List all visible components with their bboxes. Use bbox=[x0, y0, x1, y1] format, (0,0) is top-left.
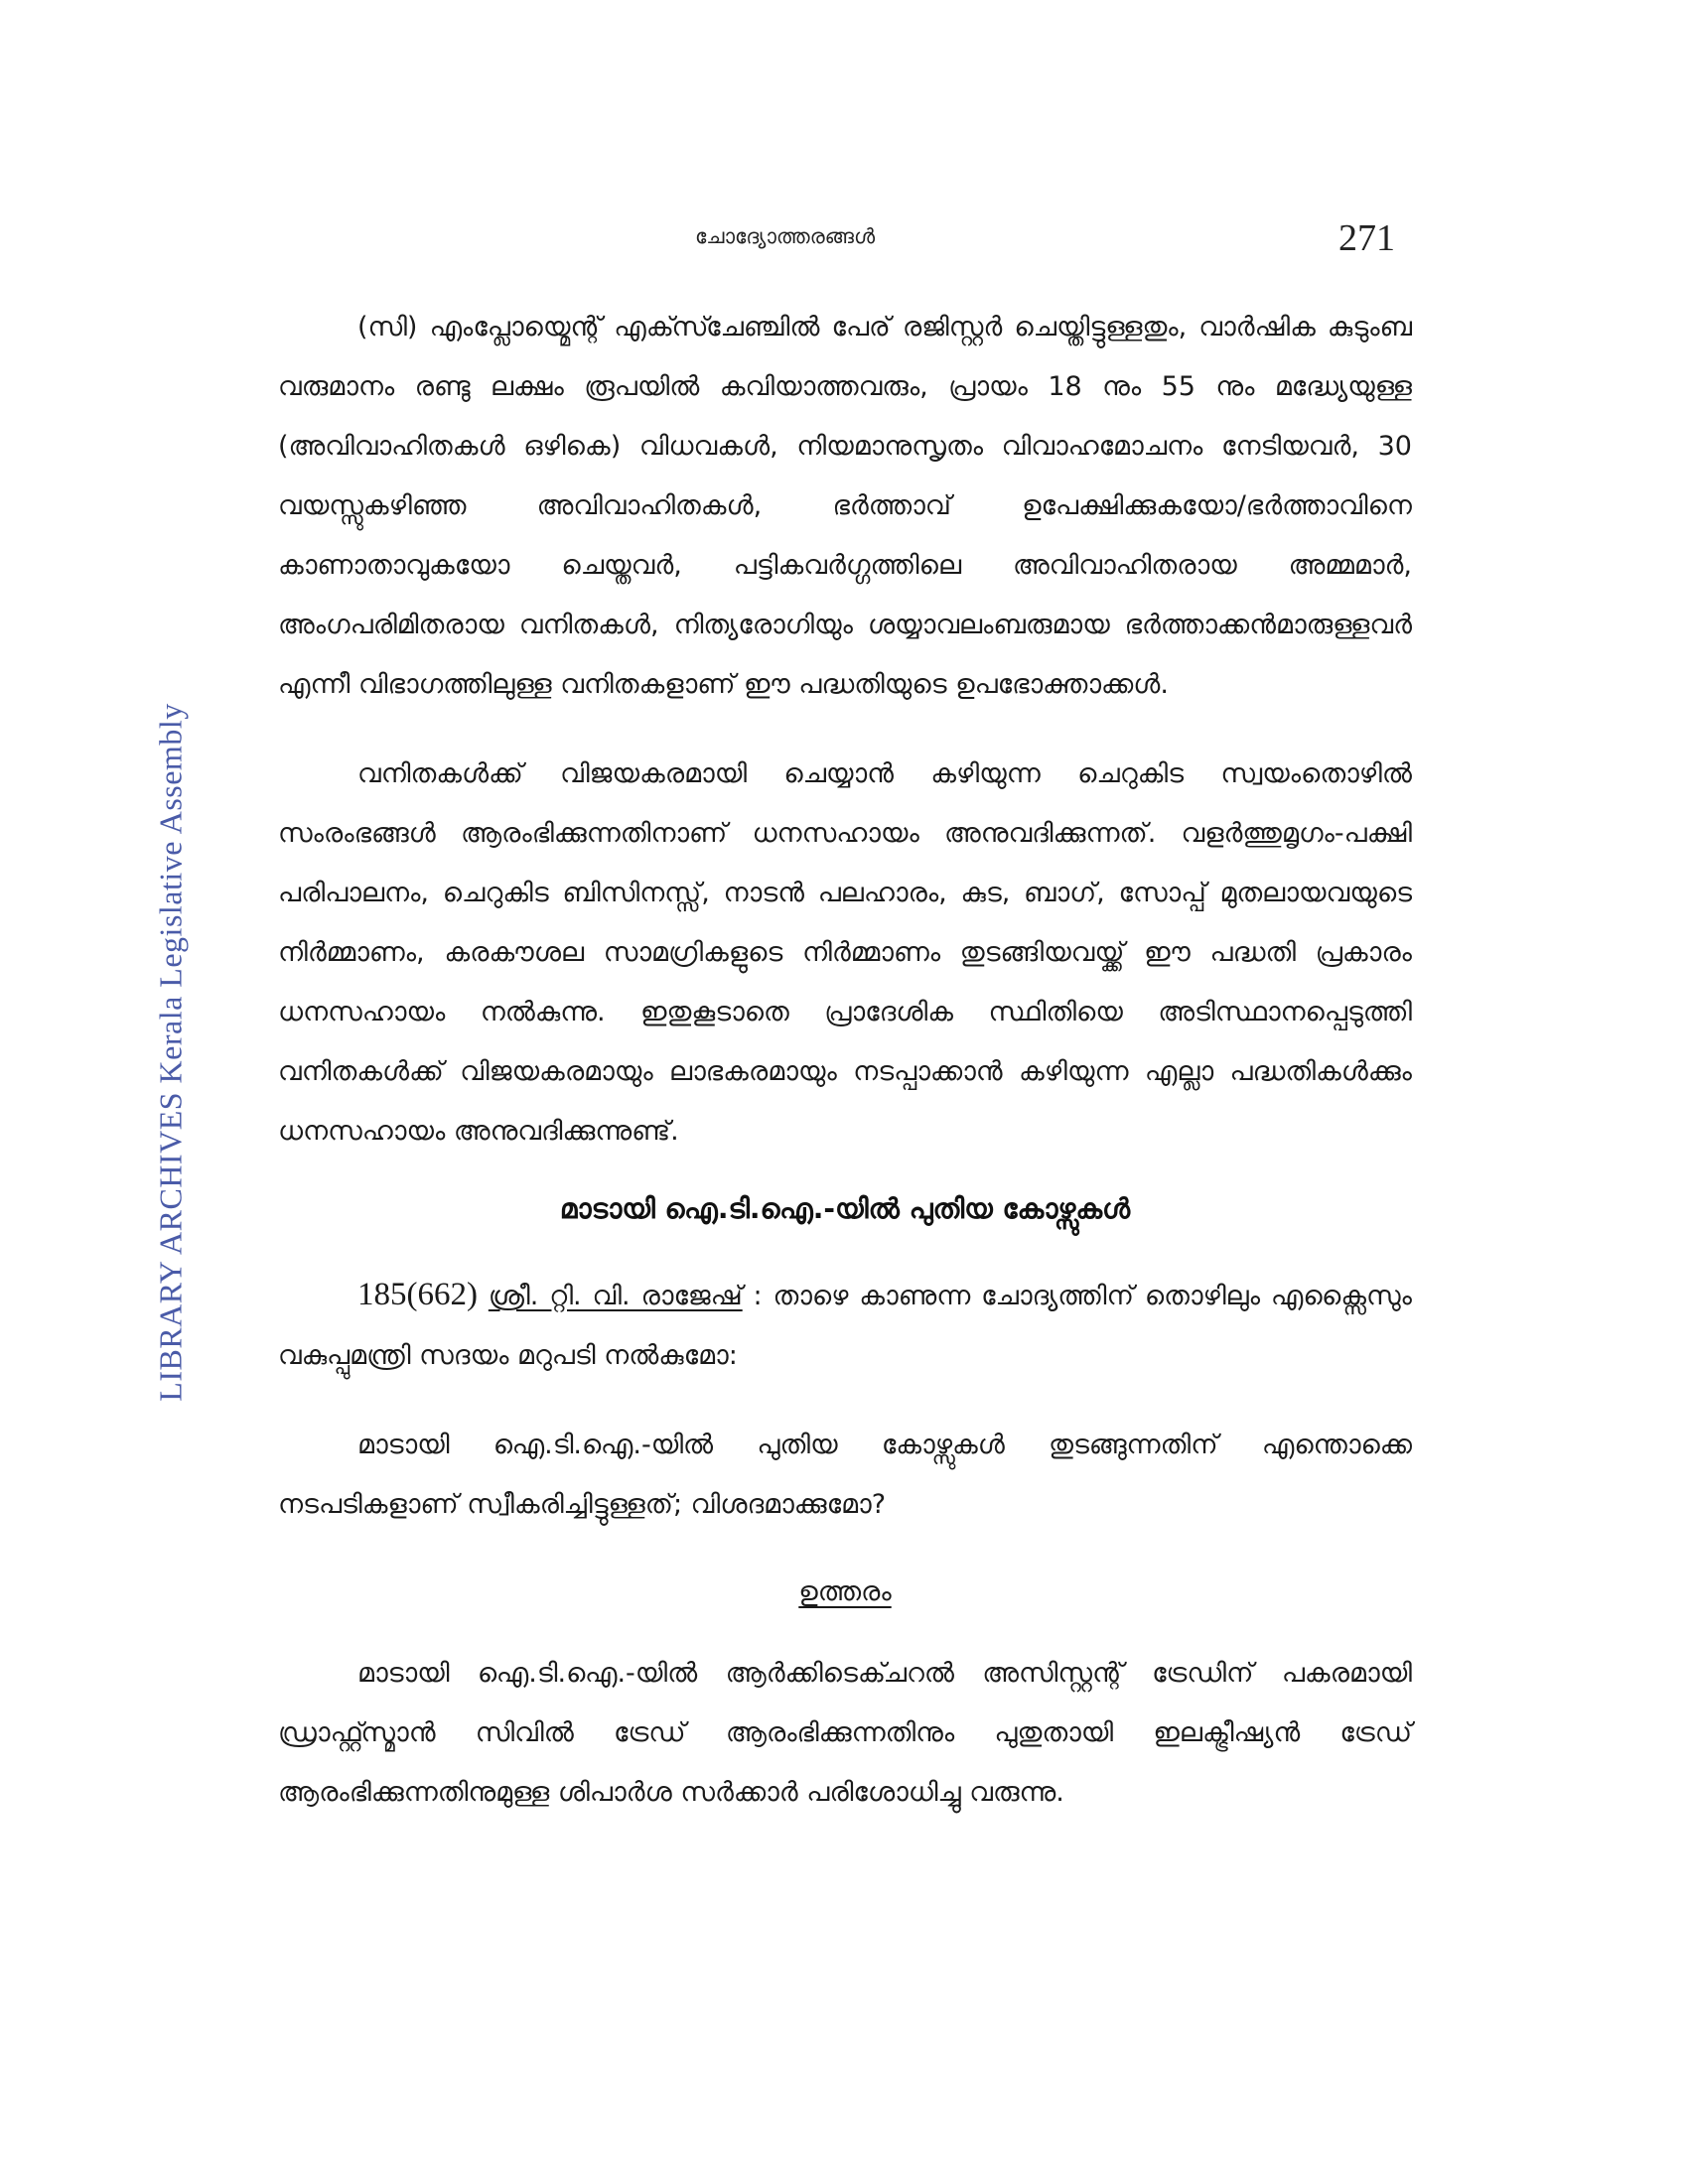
page-header bbox=[0, 216, 1688, 276]
question-text: മാടായി ഐ.ടി.ഐ.-യിൽ പുതിയ കോഴ്സുകൾ തുടങ്ങുന്നതിന് എന്തൊക്കെ നടപടികളാണ് സ്വീകരിച്ചിട്ടുള്ളത്; വിശദമാക്കുമോ? bbox=[278, 1430, 1412, 1520]
page-body bbox=[278, 298, 1412, 1823]
archive-watermark: LIBRARY ARCHIVES Kerala Legislative Assembly bbox=[152, 703, 189, 1402]
answer-heading-label: ഉത്തരം bbox=[798, 1576, 892, 1607]
member-name: ശ്രീ. റ്റി. വി. രാജേഷ് bbox=[488, 1281, 743, 1311]
question-intro-text: : താഴെ കാണുന്ന ചോദ്യത്തിന് തൊഴിലും എക്സൈസും വകുപ്പുമന്ത്രി സദയം മറുപടി നൽകുമോ: bbox=[278, 1281, 1412, 1371]
running-title: ചോദ്യോത്തരങ്ങൾ bbox=[695, 224, 876, 248]
answer-text: മാടായി ഐ.ടി.ഐ.-യിൽ ആർക്കിടെക്ചറൽ അസിസ്റ്റന്റ് ട്രേഡിന് പകരമായി ഡ്രാഫ്റ്റ്സ്മാൻ സിവിൽ ട്രേഡ് ആരംഭിക്കുന്നതിനും പുതുതായി ഇലക്ട്രീഷ്യൻ ട്രേഡ് ആരംഭിക്കുന്നതിനുമുള്ള ശിപാർശ സർക്കാർ പരിശോധിച്ചു വരുന്നു. bbox=[278, 1658, 1412, 1808]
question-number: 185(662) bbox=[357, 1277, 478, 1312]
eligibility-paragraph: (സി) എംപ്ലോയ്മെന്റ് എക്സ്ചേഞ്ചിൽ പേര് രജിസ്റ്റർ ചെയ്തിട്ടുള്ളതും, വാർഷിക കുടുംബ വരുമാനം രണ്ടു ലക്ഷം രൂപയിൽ കവിയാത്തവരും, പ്രായം 18 നും 55 നും മദ്ധ്യേയുള്ള (അവിവാഹിതകൾ ഒഴികെ) വിധവകൾ, നിയമാനുസൃതം വിവാഹമോചനം നേടിയവർ, 30 വയസ്സുകഴിഞ്ഞ അവിവാഹിതകൾ, ഭർത്താവ് ഉപേക്ഷിക്കുകയോ/ഭർത്താവിനെ കാണാതാവുകയോ ചെയ്തവർ, പട്ടികവർഗ്ഗത്തിലെ അവിവാഹിതരായ അമ്മമാർ, അംഗപരിമിതരായ വനിതകൾ, നിത്യരോഗിയും ശയ്യാവലംബരുമായ ഭർത്താക്കൻമാരുള്ളവർ എന്നീ വിഭാഗത്തിലുള്ള വനിതകളാണ് ഈ പദ്ധതിയുടെ ഉപഭോക്താക്കൾ. bbox=[278, 312, 1412, 700]
answer-heading bbox=[278, 1567, 1412, 1618]
assistance-paragraph: വനിതകൾക്ക് വിജയകരമായി ചെയ്യാൻ കഴിയുന്ന ചെറുകിട സ്വയംതൊഴിൽ സംരംഭങ്ങൾ ആരംഭിക്കുന്നതിനാണ് ധനസഹായം അനുവദിക്കുന്നത്. വളർത്തുമൃഗം-പക്ഷി പരിപാലനം, ചെറുകിട ബിസിനസ്സ്, നാടൻ പലഹാരം, കുട, ബാഗ്, സോപ്പ് മുതലായവയുടെ നിർമ്മാണം, കരകൗശല സാമഗ്രികളുടെ നിർമ്മാണം തുടങ്ങിയവയ്ക്ക് ഈ പദ്ധതി പ്രകാരം ധനസഹായം നൽകുന്നു. ഇതുകൂടാതെ പ്രാദേശിക സ്ഥിതിയെ അടിസ്ഥാനപ്പെടുത്തി വനിതകൾക്ക് വിജയകരമായും ലാഭകരമായും നടപ്പാക്കാൻ കഴിയുന്ന എല്ലാ പദ്ധതികൾക്കും ധനസഹായം അനുവദിക്കുന്നുണ്ട്. bbox=[278, 758, 1412, 1147]
question-intro-paragraph bbox=[278, 1265, 1412, 1386]
page-number: 271 bbox=[1338, 217, 1395, 259]
question-section-title: മാടായി ഐ.ടി.ഐ.-യിൽ പുതിയ കോഴ്സുകൾ bbox=[559, 1192, 1131, 1225]
